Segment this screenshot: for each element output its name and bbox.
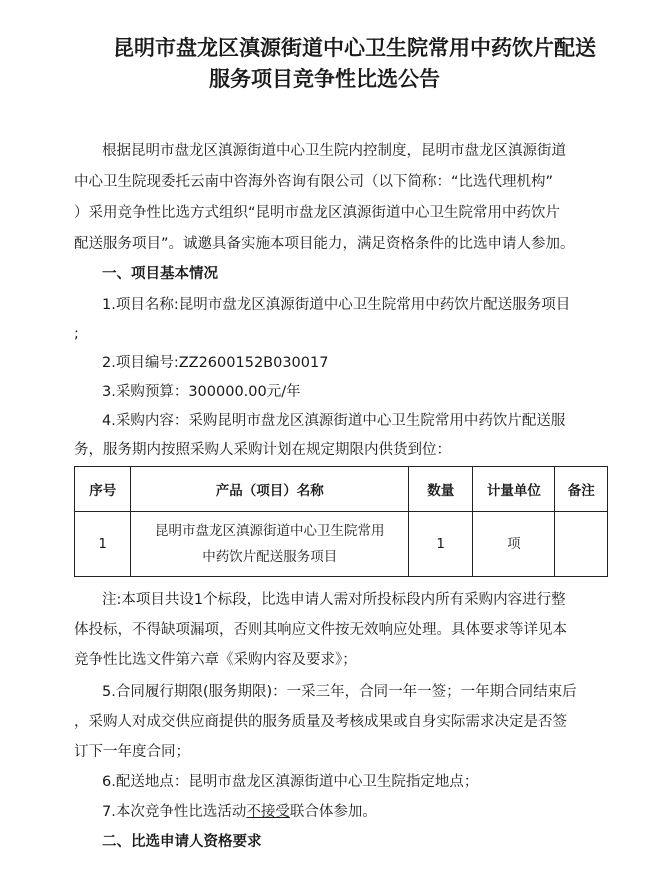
item-5-line-3: 订下一年度合同；: [74, 744, 190, 760]
item-6: 6.配送地点：昆明市盘龙区滇源街道中心卫生院指定地点；: [102, 774, 479, 790]
cell-qty: 1: [409, 512, 473, 577]
note-line-2: 体投标，不得缺项漏项，否则其响应文件按无效响应处理。具体要求等详见本: [74, 622, 567, 638]
section-2-heading: 二、比选申请人资格要求: [102, 834, 262, 850]
intro-line-4: 配送服务项目”。诚邀具备实施本项目能力，满足资格条件的比选申请人参加。: [74, 236, 575, 252]
procurement-table: [74, 466, 608, 577]
item-5-line-2: ，采购人对成交供应商提供的服务质量及考核成果或自身实际需求决定是否签: [74, 714, 567, 730]
intro-line-2: 中心卫生院现委托云南中咨海外咨询有限公司（以下简称：“比选代理机构”: [74, 174, 554, 190]
item-1-line-2: ;: [74, 326, 79, 342]
title-line-2: 服务项目竞争性比选公告: [209, 67, 440, 91]
table-row: [75, 512, 608, 577]
item-3: 3.采购预算：300000.00元/年: [102, 384, 301, 400]
item-4-line-2: 务，服务期内按照采购人采购计划在规定期限内供货到位：: [74, 442, 451, 458]
section-1-heading: 一、项目基本情况: [102, 266, 218, 282]
item-7-suffix: 联合体参加。: [289, 804, 377, 820]
header-note: 备注: [555, 467, 608, 512]
item-7-prefix: 7.本次竞争性比选活动: [102, 804, 247, 820]
header-unit: 计量单位: [473, 467, 555, 512]
intro-line-1: 根据昆明市盘龙区滇源街道中心卫生院内控制度，昆明市盘龙区滇源街道: [102, 143, 566, 159]
cell-unit: 项: [473, 512, 555, 577]
cell-note: [555, 512, 608, 577]
note-line-1: 注:本项目共设1个标段，比选申请人需对所投标段内所有采购内容进行整: [102, 592, 566, 608]
cell-name: [131, 512, 409, 577]
table-header-row: [75, 467, 608, 512]
title-line-1: 昆明市盘龙区滇源街道中心卫生院常用中药饮片配送: [113, 36, 596, 60]
item-4-line-1: 4.采购内容：采购昆明市盘龙区滇源街道中心卫生院常用中药饮片配送服: [102, 413, 566, 429]
item-1-line-1: 1.项目名称:昆明市盘龙区滇源街道中心卫生院常用中药饮片配送服务项目: [102, 297, 571, 313]
cell-name-line-1: 昆明市盘龙区滇源街道中心卫生院常用: [154, 523, 385, 539]
note-line-3: 竞争性比选文件第六章《采购内容及要求》；: [74, 652, 357, 668]
item-2: 2.项目编号:ZZ2600152B030017: [102, 355, 329, 371]
item-5-line-1: 5.合同履行期限(服务期限)：一采三年，合同一年一签；一年期合同结束后: [102, 684, 577, 700]
header-name: 产品（项目）名称: [131, 467, 409, 512]
header-seq: 序号: [75, 467, 131, 512]
header-qty: 数量: [409, 467, 473, 512]
intro-line-3: ）采用竞争性比选方式组织“昆明市盘龙区滇源街道中心卫生院常用中药饮片: [74, 205, 561, 221]
cell-seq: 1: [75, 512, 131, 577]
item-7: [102, 802, 377, 822]
item-7-underlined: 不接受: [246, 804, 290, 820]
cell-name-line-2: 中药饮片配送服务项目: [202, 549, 338, 565]
